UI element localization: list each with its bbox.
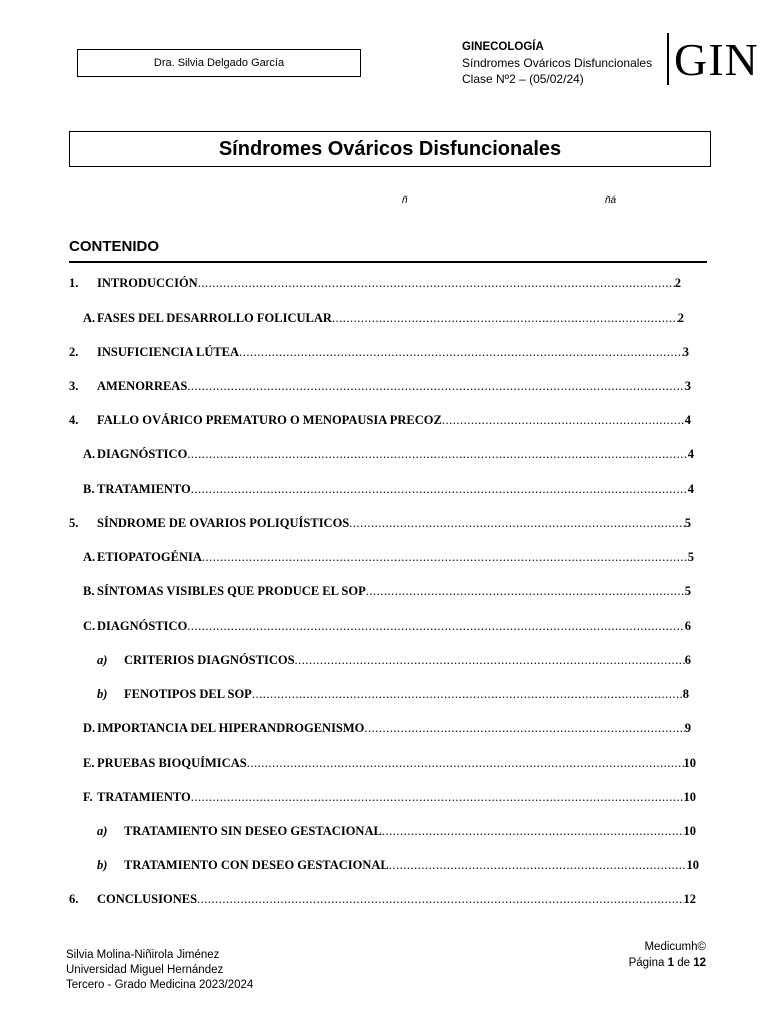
toc-page: 6 [684, 619, 691, 633]
subject-label: GINECOLOGÍA [462, 41, 544, 53]
toc-entry[interactable] [83, 619, 691, 634]
toc-entry[interactable] [83, 756, 696, 771]
toc-number: 1. [69, 276, 79, 290]
toc-label: SÍNDROME DE OVARIOS POLIQUÍSTICOS [97, 516, 350, 530]
page-word: Página [628, 957, 665, 969]
toc-entry[interactable] [97, 653, 691, 668]
toc-entry[interactable] [69, 892, 696, 907]
toc-entry[interactable] [83, 550, 694, 565]
toc-label: FALLO OVÁRICO PREMATURO O MENOPAUSIA PRECOZ [97, 413, 442, 427]
toc-entry[interactable] [83, 584, 691, 599]
toc-entry[interactable] [69, 516, 691, 531]
toc-leader [247, 756, 684, 771]
author-name: Dra. Silvia Delgado García [153, 57, 285, 69]
toc-number: a) [97, 824, 108, 838]
toc-number: F. [83, 790, 93, 804]
toc-number: D. [83, 721, 96, 735]
toc-page: 10 [683, 790, 696, 804]
toc-number: 2. [69, 345, 79, 359]
toc-page: 6 [684, 653, 691, 667]
toc-label: FENOTIPOS DEL SOP [124, 687, 252, 701]
toc-number: 4. [69, 413, 79, 427]
toc-number: B. [83, 584, 95, 598]
page-total: 12 [693, 957, 706, 969]
toc-page: 10 [686, 858, 699, 872]
toc-entry[interactable] [69, 379, 691, 394]
page-of: de [677, 957, 690, 969]
footer-page-info [629, 939, 706, 971]
toc-label: ETIOPATOGÉNIA [97, 550, 202, 564]
page-number [629, 955, 706, 971]
toc-entry[interactable] [69, 345, 689, 360]
toc-leader [187, 447, 687, 462]
toc-leader [202, 550, 688, 565]
university-name: Universidad Miguel Hernández [66, 964, 224, 976]
toc-entry[interactable] [83, 447, 694, 462]
toc-leader [191, 482, 688, 497]
toc-entry[interactable] [69, 413, 691, 428]
toc-entry[interactable] [83, 311, 684, 326]
toc-label: INTRODUCCIÓN [97, 276, 198, 290]
toc-page: 4 [684, 413, 691, 427]
toc-label: CONCLUSIONES [97, 892, 198, 906]
toc-number: A. [83, 447, 96, 461]
toc-number: B. [83, 482, 95, 496]
toc-number: 3. [69, 379, 79, 393]
toc-number: A. [83, 550, 96, 564]
toc-number: A. [83, 311, 96, 325]
toc-page: 5 [684, 584, 691, 598]
toc-page: 2 [677, 311, 684, 325]
toc-label: DIAGNÓSTICO [97, 619, 188, 633]
toc-number: b) [97, 858, 108, 872]
brand-label: Medicumh© [644, 941, 706, 953]
toc-page: 12 [683, 892, 696, 906]
toc-entry[interactable] [83, 482, 694, 497]
toc-entry[interactable] [97, 858, 699, 873]
toc-label: CRITERIOS DIAGNÓSTICOS [124, 653, 295, 667]
toc-page: 4 [687, 447, 694, 461]
toc-leader [191, 790, 684, 805]
toc-label: DIAGNÓSTICO [97, 447, 188, 461]
toc-leader [197, 892, 683, 907]
course-info: Tercero - Grado Medicina 2023/2024 [66, 979, 254, 991]
toc-label: TRATAMIENTO [97, 482, 191, 496]
student-name: Silvia Molina-Niñirola Jiménez [66, 949, 220, 961]
toc-number: a) [97, 653, 108, 667]
document-title: Síndromes Ováricos Disfuncionales [218, 137, 562, 160]
stray-text: ñ [402, 195, 408, 206]
toc-page: 10 [683, 756, 696, 770]
page-current: 1 [667, 957, 674, 969]
toc-leader [332, 311, 678, 326]
document-title-box [69, 131, 711, 167]
toc-entry[interactable] [97, 824, 696, 839]
toc-entry[interactable] [83, 790, 696, 805]
toc-label: SÍNTOMAS VISIBLES QUE PRODUCE EL SOP [97, 584, 366, 598]
toc-entry[interactable] [69, 276, 681, 291]
toc-page: 10 [683, 824, 696, 838]
toc-number: 6. [69, 892, 79, 906]
toc-page: 4 [687, 482, 694, 496]
toc-page: 9 [684, 721, 691, 735]
document-header [462, 39, 652, 87]
toc-number: 5. [69, 516, 79, 530]
toc-leader [366, 584, 685, 599]
stray-text: ñá [605, 195, 617, 206]
topic-label: Síndromes Ováricos Disfuncionales [462, 56, 653, 70]
toc-number: C. [83, 619, 96, 633]
author-box [77, 49, 361, 77]
toc-leader [349, 516, 684, 531]
toc-leader [187, 379, 684, 394]
class-info: Clase Nº2 – (05/02/24) [462, 72, 584, 86]
toc-leader [364, 721, 684, 736]
gin-logo: GIN [674, 34, 759, 85]
toc-entry[interactable] [97, 687, 689, 702]
toc-number: b) [97, 687, 108, 701]
toc-label: IMPORTANCIA DEL HIPERANDROGENISMO [97, 721, 365, 735]
toc-label: FASES DEL DESARROLLO FOLICULAR [97, 311, 332, 325]
toc-entry[interactable] [83, 721, 691, 736]
toc-page: 3 [682, 345, 689, 359]
contents-divider [69, 261, 707, 263]
toc-label: TRATAMIENTO [97, 790, 191, 804]
toc-label: TRATAMIENTO SIN DESEO GESTACIONAL [124, 824, 382, 838]
logo-divider [667, 33, 669, 85]
toc-leader [295, 653, 685, 668]
toc-number: E. [83, 756, 95, 770]
toc-page: 8 [682, 687, 689, 701]
footer-credits [66, 948, 253, 993]
contents-heading: CONTENIDO [69, 238, 159, 255]
toc-page: 5 [684, 516, 691, 530]
toc-leader [382, 824, 684, 839]
toc-label: TRATAMIENTO CON DESEO GESTACIONAL [124, 858, 389, 872]
toc-page: 5 [687, 550, 694, 564]
toc-leader [442, 413, 685, 428]
toc-label: PRUEBAS BIOQUÍMICAS [97, 756, 247, 770]
toc-leader [239, 345, 683, 360]
toc-leader [389, 858, 687, 873]
toc-leader [187, 619, 684, 634]
toc-leader [198, 276, 675, 291]
toc-page: 3 [684, 379, 691, 393]
toc-label: INSUFICIENCIA LÚTEA [97, 345, 240, 359]
toc-label: AMENORREAS [97, 379, 188, 393]
toc-leader [252, 687, 683, 702]
toc-page: 2 [674, 276, 681, 290]
